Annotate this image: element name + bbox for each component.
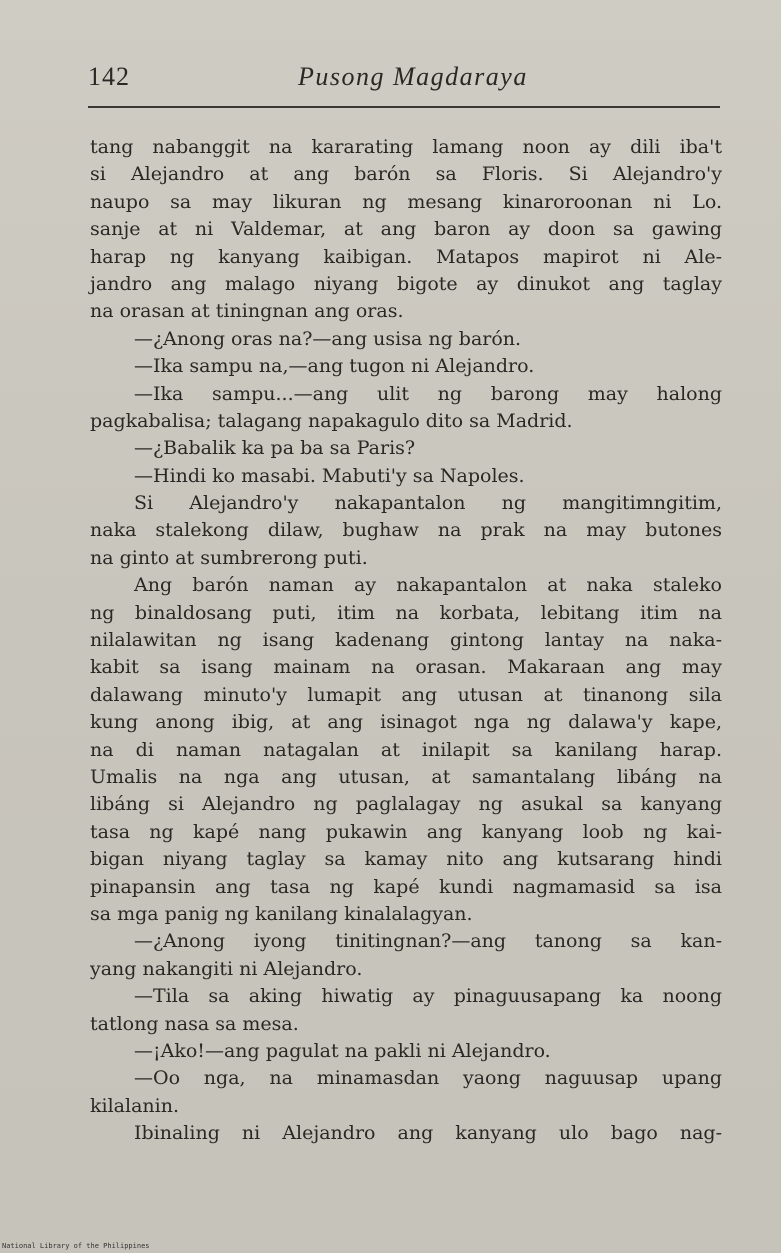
body-text [90,134,722,1147]
text-line: Umalis na nga ang utusan, at samantalang libáng na [90,765,722,788]
text-line: na ginto at sumbrerong puti. [90,546,368,569]
dialogue-line: —Ika sampu...—ang ulit ng barong may halong [134,382,722,405]
text-line: kung anong ibig, at ang isinagot nga ng dalawa'y kape, [90,711,722,734]
library-credit: National Library of the Philippines [2,1242,150,1250]
dialogue-line: —¿Anong oras na?—ang usisa ng barón. [134,327,522,350]
text-line: tasa ng kapé nang pukawin ang kanyang loob ng kai- [90,820,722,843]
dialogue-line: —Oo nga, na minamasdan yaong naguusap upang [134,1067,722,1090]
text-line: pinapansin ang tasa ng kapé kundi nagmamasid sa isa [90,875,722,898]
text-line: tatlong nasa sa mesa. [90,1012,299,1035]
paragraph-start-line: Si Alejandro'y nakapantalon ng mangitimngitim, [134,492,722,515]
text-line: na orasan at tiningnan ang oras. [90,300,404,323]
dialogue-line: —¿Babalik ka pa ba sa Paris? [134,437,416,460]
paragraph-start-line: Ibinaling ni Alejandro ang kanyang ulo bago nag- [134,1122,722,1145]
text-line: bigan niyang taglay sa kamay nito ang kutsarang hindi [90,848,722,871]
dialogue-line: —¡Ako!—ang pagulat na pakli ni Alejandro. [134,1039,551,1062]
text-line: kilalanin. [90,1094,179,1117]
dialogue-line: —Ika sampu na,—ang tugon ni Alejandro. [134,355,535,378]
text-line: pagkabalisa; talagang napakagulo dito sa Madrid. [90,409,573,432]
text-line: naka stalekong dilaw, bughaw na prak na may butones [90,519,722,542]
dialogue-line: —Hindi ko masabi. Mabuti'y sa Napoles. [134,464,525,487]
paragraph-start-line: Ang barón naman ay nakapantalon at naka staleko [134,574,722,597]
text-line: dalawang minuto'y lumapit ang utusan at tinanong sila [90,683,722,706]
dialogue-line: —¿Anong iyong tinitingnan?—ang tanong sa kan- [134,930,722,953]
text-line: tang nabanggit na kararating lamang noon ay dili iba't [90,136,722,158]
text-line: libáng si Alejandro ng paglalagay ng asukal sa kanyang [90,793,722,816]
text-line: na di naman natagalan at inilapit sa kanilang harap. [90,738,722,761]
text-line: harap ng kanyang kaibigan. Matapos mapirot ni Ale- [90,245,722,268]
text-line: sanje at ni Valdemar, at ang baron ay doon sa gawing [90,218,722,241]
text-line: jandro ang malago niyang bigote ay dinukot ang taglay [90,272,722,295]
text-line: nilalawitan ng isang kadenang gintong lantay na naka- [90,629,722,652]
text-line: ng binaldosang puti, itim na korbata, lebitang itim na [90,601,722,624]
page-number: 142 [88,62,130,91]
text-line: naupo sa may likuran ng mesang kinaroroonan ni Lo. [90,190,722,213]
page-header [88,62,724,102]
header-rule [88,106,720,108]
text-line: yang nakangiti ni Alejandro. [90,957,363,980]
running-title: Pusong Magdaraya [298,62,528,91]
text-line: si Alejandro at ang barón sa Floris. Si Alejandro'y [90,163,722,186]
text-line: sa mga panig ng kanilang kinalalagyan. [90,902,473,925]
dialogue-line: —Tila sa aking hiwatig ay pinaguusapang ka noong [134,985,722,1008]
text-line: kabit sa isang mainam na orasan. Makaraan ang may [90,656,722,679]
